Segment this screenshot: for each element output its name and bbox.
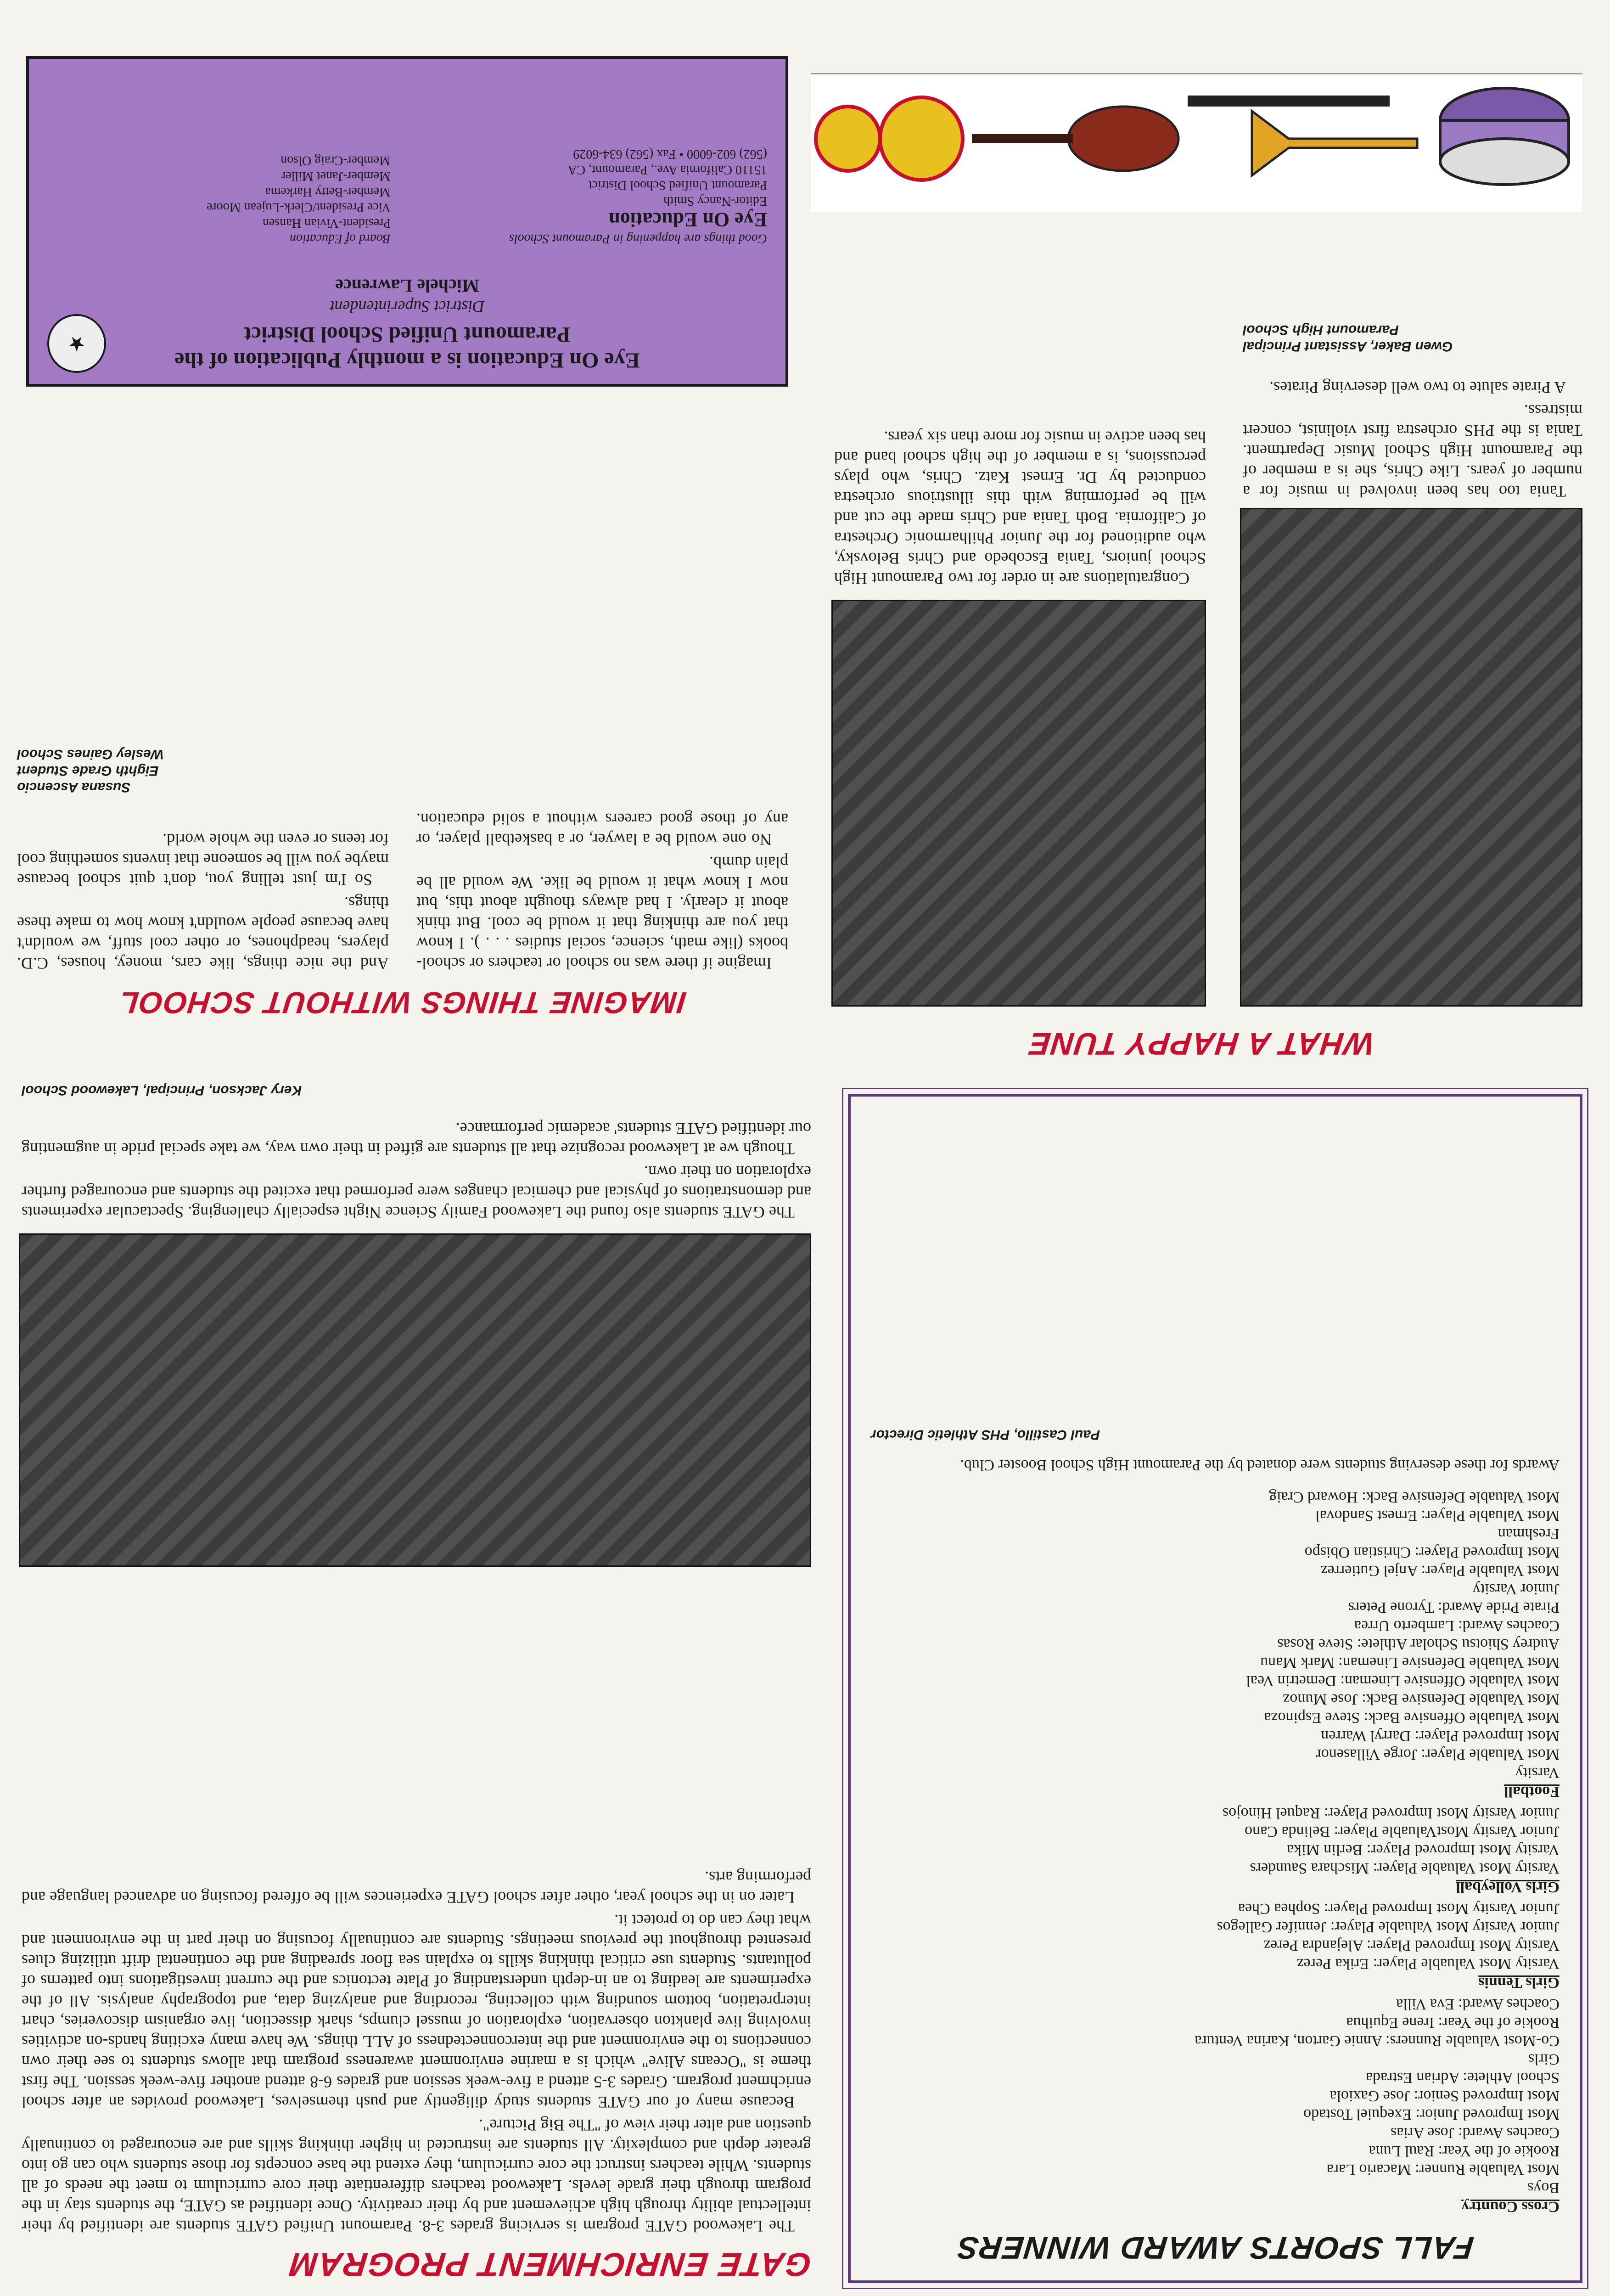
tune-signature-name: Gwen Baker, Assistant Principal	[1243, 339, 1453, 354]
masthead-title-line1: Eye On Education is a monthly Publication of the	[174, 348, 640, 372]
trumpet-icon	[1252, 111, 1417, 175]
sports-award-line: Most Valuable Offensive Back: Steve Espinoza	[1264, 1709, 1560, 1726]
sports-award-line: Junior Varsity MostValuable Player: Belinda Cano	[1245, 1823, 1560, 1840]
sports-award-line: Varsity Most Improved Player: Alejandra Perez	[1263, 1937, 1560, 1954]
music-clipart-svg	[811, 74, 1582, 212]
sports-award-line: Most Valuable Defensive Lineman: Mark Manu	[1260, 1654, 1560, 1671]
superintendent-name: Michele Lawrence	[335, 276, 479, 296]
sports-section-heading: Cross Country	[1461, 2198, 1560, 2215]
violinist-photo	[1240, 508, 1582, 1007]
imagine-article	[17, 414, 788, 1020]
sports-award-line: Most Valuable Defensive Back: Howard Craig	[1269, 1489, 1560, 1506]
superintendent-label: District Superintendent	[330, 298, 485, 316]
gate-body-top	[22, 1867, 811, 2236]
sports-award-line: Coaches Award: Jose Arias	[1391, 2124, 1560, 2141]
sports-award-line: Most Improved Player: Christian Obispo	[1304, 1544, 1560, 1561]
gate-paragraph: Because many of our GATE students study diligently and push themselves, Lakewood provides an after school enrichment program. Grades 3-5 attend a five-week session and grades 6-8 attend another five-week session. The first theme is "Oceans Alive" which is a marine environment awareness program that allows students to see their own connections to the environment and the interconnectedness of ALL things. We have many exciting hands-on activities involving live plankton observation, exploration of mussel clumps, shark dissection, live organism discoveries, chart interpretation, bottom sounding with collecting, recording and analyzing data, and topography analysis. All of the experiments are leading to an in-depth understanding of Plate tectonics and the current investigations into patterns of pollutants. Students use critical thinking skills to explain sea floor spreading and the continental drift utilizing clues presented throughout the previous meetings. Students are continually focusing on their part in the environment and what they can do to protect it.	[22, 1911, 811, 2111]
gate-paragraph: Later on in the school year, other after school GATE experiences will be offered focusing on advanced language and performing arts.	[22, 1868, 811, 1907]
sports-award-line: Girls	[1528, 2051, 1560, 2068]
sports-award-line: Freshman	[1498, 1525, 1560, 1542]
gate-photo	[19, 1233, 811, 1567]
tune-paragraph: A Pirate salute to two well deserving Pirates.	[1269, 378, 1566, 397]
violin-icon	[972, 107, 1178, 171]
sports-award-line: Rookie of the Year: Irene Equihua	[1346, 2014, 1560, 2031]
board-member: Member-Craig Olson	[280, 153, 391, 168]
board-member: Vice President/Clerk-Lujean Moore	[206, 200, 391, 214]
tune-body-left	[1243, 375, 1582, 501]
imagine-headline: IMAGINE THINGS WITHOUT SCHOOL	[117, 986, 688, 1020]
tune-body-right	[834, 424, 1206, 589]
board-member: Member-Janet Miller	[281, 169, 391, 183]
sports-award-line: Varsity Most Improved Player: Berlin Mika	[1287, 1841, 1560, 1858]
imagine-paragraph: So I'm just telling you, don't quit school because maybe you will be someone that invents something cool for teens or even the whole world.	[17, 830, 389, 889]
sports-award-line: Most Valuable Player: Anjel Gutierrez	[1320, 1562, 1560, 1579]
sports-award-line: Junior Varsity Most Valuable Player: Jennifer Gallegos	[1217, 1919, 1560, 1936]
sports-award-line: Coaches Award: Eva Villa	[1396, 1996, 1560, 2013]
drum-icon	[1440, 88, 1569, 185]
sports-award-line: Most Valuable Runner: Macario Lara	[1326, 2161, 1560, 2178]
sports-award-line: Varsity	[1515, 1764, 1560, 1781]
masthead-district: Paramount Unified School District	[588, 178, 767, 192]
sports-award-line: Most Valuable Player: Ernest Sandoval	[1315, 1507, 1560, 1524]
masthead-address: 15110 California Ave., Paramount, CA	[567, 163, 767, 177]
sports-award-line: Most Improved Player: Darryl Warren	[1321, 1728, 1560, 1745]
tune-headline: WHAT A HAPPY TUNE	[1027, 1026, 1376, 1061]
sports-awards-box	[848, 1094, 1582, 2283]
imagine-signature-school: Wesley Gaines School	[17, 747, 164, 762]
gate-headline: GATE ENRICHMENT PROGRAM	[287, 2246, 813, 2283]
gate-article	[22, 1071, 811, 2283]
sports-award-line: Most Valuable Player: Jorge Villasenor	[1316, 1746, 1560, 1763]
clarinet-icon	[1188, 96, 1390, 107]
imagine-body	[17, 809, 788, 974]
masthead-box	[26, 56, 788, 387]
imagine-paragraph: Imagine if there was no school or teachers or school-books (like math, science, social studies . . . ). I know that you are thinking that it would be cool. But think about it clearly. I had always thought about this, but now I know what it would be like. We would all be plain dumb.	[416, 853, 788, 973]
sports-award-line: Rookie of the Year: Raul Luna	[1369, 2143, 1560, 2160]
board-member: President-Vivian Hansen	[262, 216, 391, 230]
masthead-contact-col	[418, 146, 767, 246]
sports-award-line: Most Improved Junior: Exequiel Tostado	[1303, 2106, 1560, 2123]
sports-award-line: Junior Varsity	[1472, 1581, 1560, 1598]
sports-award-line: Boys	[1527, 2179, 1560, 2196]
imagine-signature	[17, 746, 788, 795]
tune-paragraph: Tania too has been involved in music for a number of years. Like Chris, she is a member of the Paramount High School Music Department. Tania is the PHS orchestra first violinist, concert mistress.	[1243, 401, 1582, 501]
sports-award-line: Most Improved Senior: Jose Gaxiola	[1330, 2088, 1560, 2105]
masthead-columns	[42, 146, 767, 246]
percussionist-photo	[831, 600, 1206, 1007]
music-clipart	[811, 73, 1582, 212]
sports-award-list	[871, 1488, 1560, 2216]
masthead-phone: (562) 602-6000 • Fax (562) 634-6029	[573, 147, 767, 161]
sports-award-line: School Athlete: Adrian Estrada	[1365, 2069, 1560, 2086]
imagine-paragraph: No one would be a lawyer, or a basketball player, or any of those good careers without a solid education. And the nice things, like cars, money, houses, C.D. players, headphones, or other cool stuff, we wouldn't have because people wouldn't know how to make these things.	[17, 810, 788, 973]
sports-headline: FALL SPORTS AWARD WINNERS	[955, 2230, 1475, 2265]
sports-award-line: Varsity Most Valuable Player: Erika Perez	[1296, 1955, 1560, 1972]
gate-body-bottom	[22, 1116, 811, 1222]
sports-award-line: Junior Varsity Most Improved Player: Raquel Hinojos	[1222, 1805, 1560, 1822]
sports-section-heading: Girls Volleyball	[1456, 1879, 1560, 1896]
sports-closing: Awards for these deserving students were donated by the Paramount High School Booster Club.	[960, 1457, 1560, 1474]
tune-signature-school: Paramount High School	[1243, 322, 1399, 338]
sports-award-line: Audrey Shiotsu Scholar Athlete: Steve Rosas	[1277, 1636, 1560, 1653]
masthead-nameplate: Eye On Education	[609, 208, 767, 231]
imagine-signature-grade: Eighth Grade Student	[17, 763, 159, 778]
gate-paragraph: The Lakewood GATE program is servicing grades 3-8. Paramount Unified GATE students are identified by their intellectual ability through high achievement and by their creativity. Once identified as GATE, the students stay in the program through their grade levels. Lakewood teachers differentiate their core curriculum to meet the needs of all students. While teachers instruct the core curriculum, they extend the base concepts for those students who can go into greater depth and complexity. All students are instructed in higher thinking skills and are encouraged to continually question and alter their view of "The Big Picture".	[22, 2116, 811, 2235]
tune-paragraph: Congratulations are in order for two Paramount High School juniors, Tania Escobedo and Chris Belovsky, who auditioned for the Junior Philharmonic Orchestra of California. Both Tania and Chris made the cut and will be performing with this illustrious orchestra conducted by Dr. Ernest Katz. Chris, who plays percussions, is a member of the high school band and has been active in music for more than six years.	[834, 428, 1206, 588]
sports-signature: Paul Castillo, PHS Athletic Director	[871, 1427, 1100, 1442]
cymbals-icon	[816, 97, 963, 180]
sports-award-line: Co-Most Valuable Runners: Annie Garton, Karina Ventura	[1195, 2032, 1560, 2049]
sports-award-line: Pirate Pride Award: Tyrone Peters	[1348, 1599, 1560, 1616]
sports-award-line: Most Valuable Defensive Back: Jose Munoz	[1283, 1691, 1560, 1708]
masthead-details	[42, 146, 767, 246]
tune-signature	[1243, 321, 1582, 355]
gate-paragraph: The GATE students also found the Lakewood Family Science Night especially challenging. Spectacular experiments and demonstrations of physical and chemical changes were performed that excited the students and encouraged further exploration on their own.	[22, 1163, 811, 1221]
masthead-editor: Editor-Nancy Smith	[663, 194, 767, 208]
sports-award-line: Junior Varsity Most Improved Player: Sophea Chea	[1238, 1900, 1560, 1917]
gate-signature: Kery Jackson, Principal, Lakewood School	[22, 1083, 302, 1098]
masthead-tagline: Good things are happening in Paramount Schools	[509, 231, 767, 246]
board-member: Member-Betty Harkema	[265, 185, 391, 199]
district-seal-icon: ★	[47, 314, 106, 373]
sports-award-line: Coaches Award: Lamberto Urrea	[1354, 1617, 1560, 1634]
masthead-board-col	[42, 146, 391, 246]
sports-section-heading: Girls Tennis	[1478, 1974, 1560, 1991]
sports-section-heading: Football	[1504, 1783, 1560, 1800]
tune-article	[820, 318, 1582, 1062]
sports-award-line: Varsity Most Valuable Player: Mischara Saunders	[1250, 1860, 1560, 1877]
imagine-signature-name: Susana Ascencio	[17, 780, 131, 795]
masthead-title-line2: Paramount Unified School District	[244, 322, 571, 347]
sports-award-line: Most Valuable Offensive Lineman: Demetrin Veal	[1246, 1672, 1560, 1689]
board-label: Board of Education	[290, 231, 391, 246]
gate-paragraph: Though we at Lakewood recognize that all students are gifted in their own way, we take special pride in augmenting our identified GATE students' academic performance.	[22, 1120, 811, 1158]
